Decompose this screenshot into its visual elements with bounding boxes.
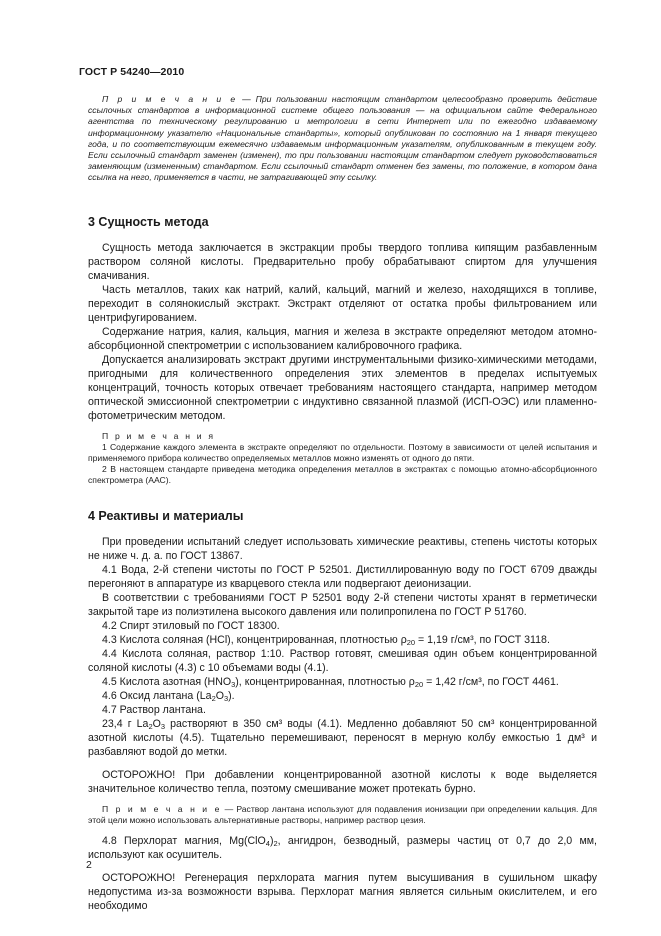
page-number: 2 [86,859,92,871]
item-4-6: 4.6 Оксид лантана $(La_2O_3)$. [102,689,235,703]
item-4-1-storage: В соответствии с требованиями ГОСТ Р 52501 воду 2-й степени чистоты хранят в герметически закрытой таре из полиэтилена высокого давления или полипропилена по ГОСТ Р 51760. [88,591,597,618]
section-3-paragraph: Сущность метода заключается в экстракции пробы твердого топлива кипящим разбавленным раствором соляной кислоты. Предварительно пробу обрабатывают спиртом для улучшения смачивания. [88,241,597,282]
item-4-5: 4.5 Кислота азотная $(HNO_3)$, концентрированная, плотностью $\rho_{20} = 1,42$ г/см³, по ГОСТ 4461. [102,675,559,689]
item-4-3: 4.3 Кислота соляная (HCl), концентрированная, плотностью $\rho_{20} = 1,19$ г/см³, по ГОСТ 3118. [102,633,550,647]
section-3-title: 3 Сущность метода [88,214,209,229]
section-3-paragraph: Часть металлов, таких как натрий, калий, кальций, магний и железо, находящихся в топливе, переходит в солянокислый экстракт. Экстракт отделяют от остатка пробы фильтрованием или центрифугированием. [88,283,597,324]
item-4-8: 4.8 Перхлорат магния, $Mg(ClO_4)_2$, ангидрон, безводный, размеры частиц от 0,7 до 2,0 мм, используют как осушитель. [88,835,598,862]
item-4-2: 4.2 Спирт этиловый по ГОСТ 18300. [102,619,280,632]
note-text: — При пользовании настоящим стандартом целесообразно проверить действие ссылочных стандартов в информационной системе общего пользования — на официальном сайте Федерального агентства по техническому регулированию и метрологии в сети Интернет или по ежегодно издаваемому информационному указателю «Национальные стандарты», который опубликован по состоянию на 1 января текущего года, и по соответствующим ежемесячно издаваемым информационным указателям, опубликованным в текущем году. Если ссылочный стандарт заменен (изменен), то при пользовании настоящим стандартом следует руководствоваться заменяющим (измененным) стандартом. Если ссылочный стандарт отменен без замены, то положение, в котором дана ссылка на него, применяется в части, не затрагивающей эту ссылку. [88,94,597,183]
caution-magnesium-perchlorate: ОСТОРОЖНО! Регенерация перхлората магния путем высушивания в сушильном шкафу недопустима из-за возможности взрыва. Перхлорат магния является сильным окислителем, и его необходимо [88,872,597,913]
item-4-7: 4.7 Раствор лантана. [102,703,206,716]
section-3-note: 2 В настоящем стандарте приведена методика определения металлов в экстрактах с помощью атомно-абсорбционного спектрометра (ААС). [88,464,597,486]
section-3-notes-label: П р и м е ч а н и я [102,430,216,441]
item-4-1: 4.1 Вода, 2-й степени чистоты по ГОСТ Р 52501. Дистиллированную воду по ГОСТ 6709 дважды перегоняют в аппаратуре из кварцевого стекла или подвергают деионизации. [88,563,597,590]
caution-nitric-acid: ОСТОРОЖНО! При добавлении концентрированной азотной кислоты к воде выделяется значительное количество тепла, поэтому смешивание может протекать бурно. [88,768,597,795]
item-4-4: 4.4 Кислота соляная, раствор 1:10. Раствор готовят, смешивая один объем концентрированной соляной кислоты (4.3) с 10 объемами воды (4.1). [88,647,597,674]
section-4-intro: При проведении испытаний следует использовать химические реактивы, степень чистоты которых не ниже ч. д. а. по ГОСТ 13867. [88,535,597,562]
reference-note [88,94,597,184]
section-4-title: 4 Реактивы и материалы [88,508,244,523]
document-header: ГОСТ Р 54240—2010 [79,66,185,78]
page-content [88,94,597,913]
note-label: П р и м е ч а н и е [102,94,238,104]
item-4-7-procedure: 23,4 г $La_2O_3$ растворяют в 350 см³ воды (4.1). Медленно добавляют 50 см³ концентрированной азотной кислоты (4.5). Тщательно перемешивают, переносят в мерную колбу емкостью 1 дм³ и разбавляют водой до метки. [88,717,597,758]
section-3-note: 1 Содержание каждого элемента в экстракте определяют по отдельности. Поэтому в зависимости от целей испытания и применяемого прибора количество определяемых металлов можно изменять от одного до пяти. [88,441,597,464]
lanthanum-note: П р и м е ч а н и е — Раствор лантана используют для подавления ионизации при определении кальция. Для этой цели можно использовать альтернативные растворы, например раствор цезия. [88,803,597,825]
section-3-paragraph: Допускается анализировать экстракт другими инструментальными физико-химическими методами, пригодными для количественного определения этих элементов в пределах испытуемых концентраций, точность которых отвечает требованиям настоящего стандарта, например методом оптической эмиссионной спектрометрии с индуктивно связанной плазмой (ИСП-ОЭС) или пламенно-фотометрическим методом. [88,353,597,422]
section-3-paragraph: Содержание натрия, калия, кальция, магния и железа в экстракте определяют методом атомно-абсорбционной спектрометрии с использованием калибровочного графика. [88,325,597,352]
